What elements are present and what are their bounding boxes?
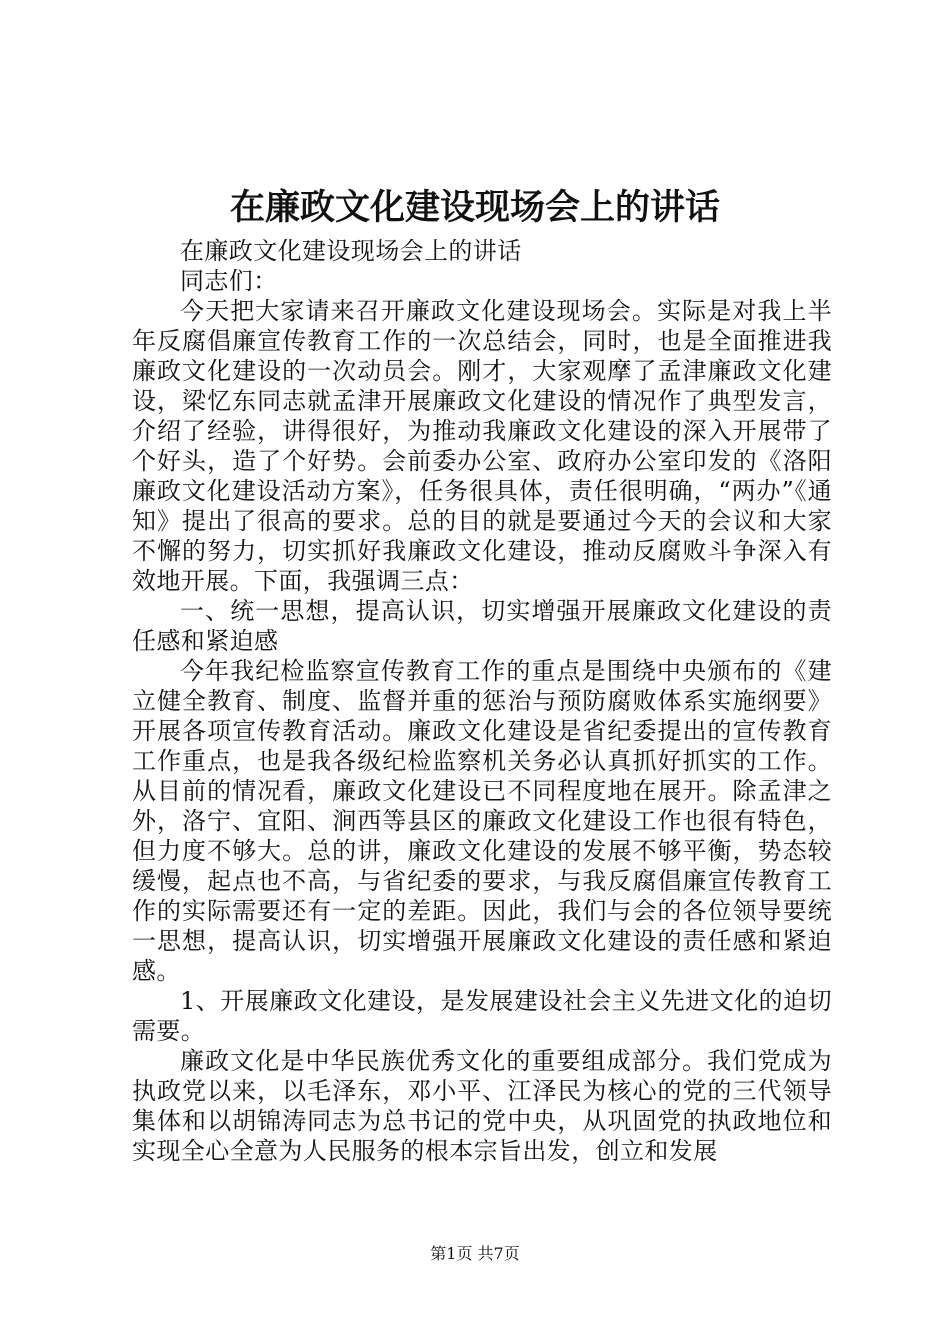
- section-heading-1: 一、统一思想，提高认识，切实增强开展廉政文化建设的责任感和紧迫感: [132, 597, 832, 655]
- page-title: 在廉政文化建设现场会上的讲话: [229, 187, 720, 228]
- paragraph-opening: 今天把大家请来召开廉政文化建设现场会。实际是对我上半年反腐倡廉宣传教育工作的一次总结会，同时，也是全面推进我廉政文化建设的一次动员会。刚才，大家观摩了孟津廉政文化建设，梁忆东同志就孟津开展廉政文化建设的情况作了典型发言，介绍了经验，讲得很好，为推动我廉政文化建设的深入开展带了个好头，造了个好势。会前委办公室、政府办公室印发的《洛阳廉政文化建设活动方案》，任务很具体，责任很明确，“两办”《通知》提出了很高的要求。总的目的就是要通过今天的会议和大家不懈的努力，切实抓好我廉政文化建设，推动反腐败斗争深入有效地开展。下面，我强调三点：: [132, 297, 832, 595]
- document-body: [132, 236, 832, 1166]
- greeting-line: 同志们：: [180, 267, 278, 295]
- page-number-footer: 第1页 共7页: [430, 1244, 520, 1263]
- paragraph-culture: 廉政文化是中华民族优秀文化的重要组成部分。我们党成为执政党以来，以毛泽东，邓小平、江泽民为核心的党的三代领导集体和以胡锦涛同志为总书记的党中央，从巩固党的执政地位和实现全心全意为人民服务的根本宗旨出发，创立和发展: [132, 1047, 832, 1165]
- paragraph-focus: 今年我纪检监察宣传教育工作的重点是围绕中央颁布的《建立健全教育、制度、监督并重的惩治与预防腐败体系实施纲要》开展各项宣传教育活动。廉政文化建设是省纪委提出的宣传教育工作重点，也是我各级纪检监察机关务必认真抓好抓实的工作。从目前的情况看，廉政文化建设已不同程度地在展开。除孟津之外，洛宁、宜阳、涧西等县区的廉政文化建设工作也很有特色，但力度不够大。总的讲，廉政文化建设的发展不够平衡，势态较缓慢，起点也不高，与省纪委的要求，与我反腐倡廉宣传教育工作的实际需要还有一定的差距。因此，我们与会的各位领导要统一思想，提高认识，切实增强开展廉政文化建设的责任感和紧迫感。: [132, 657, 832, 985]
- point-heading-1: 1、开展廉政文化建设，是发展建设社会主义先进文化的迫切需要。: [132, 987, 832, 1045]
- subtitle-line: 在廉政文化建设现场会上的讲话: [180, 237, 522, 265]
